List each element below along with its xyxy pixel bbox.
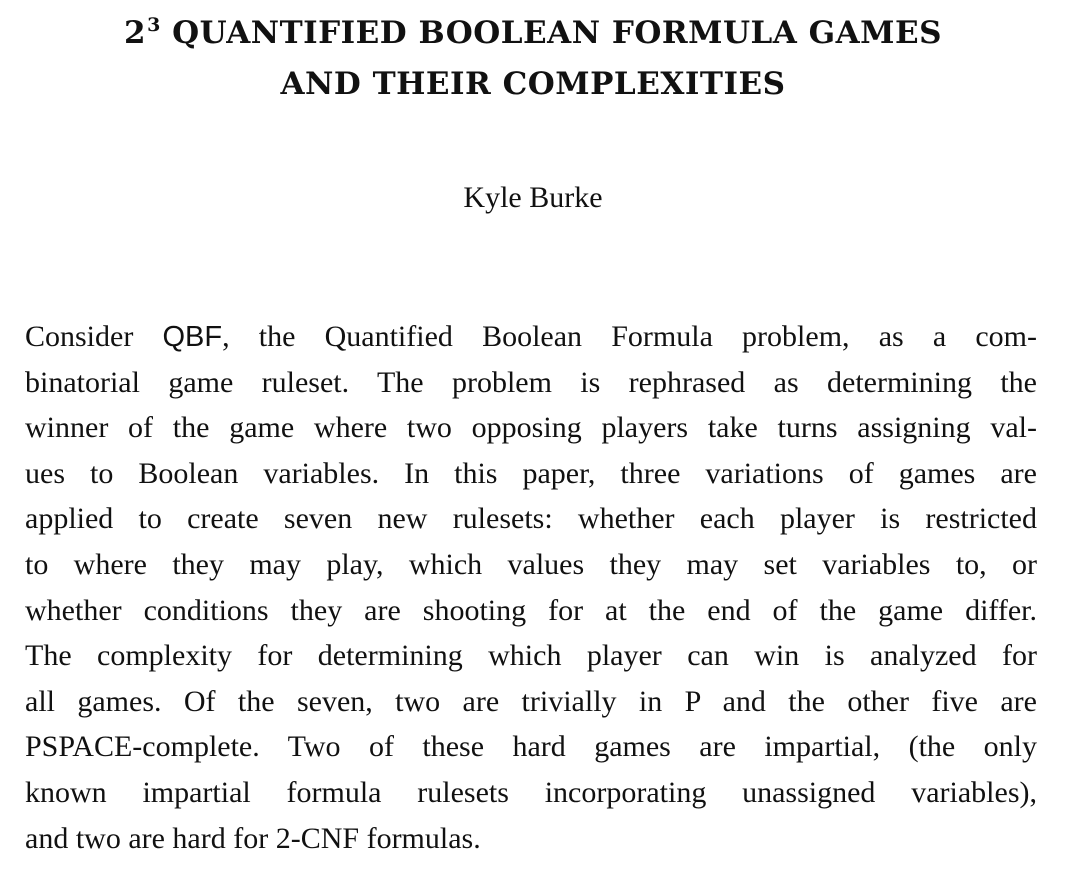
abstract-line: PSPACE-complete. Two of these hard games are impartial, (the only — [25, 730, 1037, 764]
abstract-line: applied to create seven new rulesets: whether each player is restricted — [25, 502, 1037, 536]
abstract-line-text: , the Quantified Boolean Formula problem, as a com- — [222, 320, 1037, 353]
abstract-paragraph — [25, 314, 1037, 861]
abstract-line: known impartial formula rulesets incorporating unassigned variables), — [25, 775, 1037, 809]
abstract-line: ues to Boolean variables. In this paper, three variations of games are — [25, 456, 1037, 490]
abstract-line — [25, 314, 1037, 360]
abstract-line: all games. Of the seven, two are trivially in P and the other five are — [25, 684, 1037, 718]
abstract-line: to where they may play, which values they may set variables to, or — [25, 547, 1037, 581]
title-line-1 — [0, 10, 1066, 61]
abstract-line: winner of the game where two opposing players take turns assigning val- — [25, 411, 1037, 445]
qbf-term: QBF — [162, 321, 223, 353]
paper-title — [0, 10, 1066, 108]
abstract-line-text: Consider — [25, 320, 163, 353]
abstract-line-last: and two are hard for 2-CNF formulas. — [25, 821, 481, 855]
title-line-1-text: QUANTIFIED BOOLEAN FORMULA GAMES — [160, 15, 942, 51]
title-exponent: 3 — [147, 14, 161, 36]
abstract-line: whether conditions they are shooting for at the end of the game differ. — [25, 593, 1037, 627]
title-line-2: AND THEIR COMPLEXITIES — [280, 66, 786, 102]
title-base: 2 — [124, 15, 147, 51]
abstract-line: The complexity for determining which player can win is analyzed for — [25, 639, 1037, 673]
abstract-line: binatorial game ruleset. The problem is rephrased as determining the — [25, 365, 1037, 399]
author-name: Kyle Burke — [463, 181, 603, 214]
